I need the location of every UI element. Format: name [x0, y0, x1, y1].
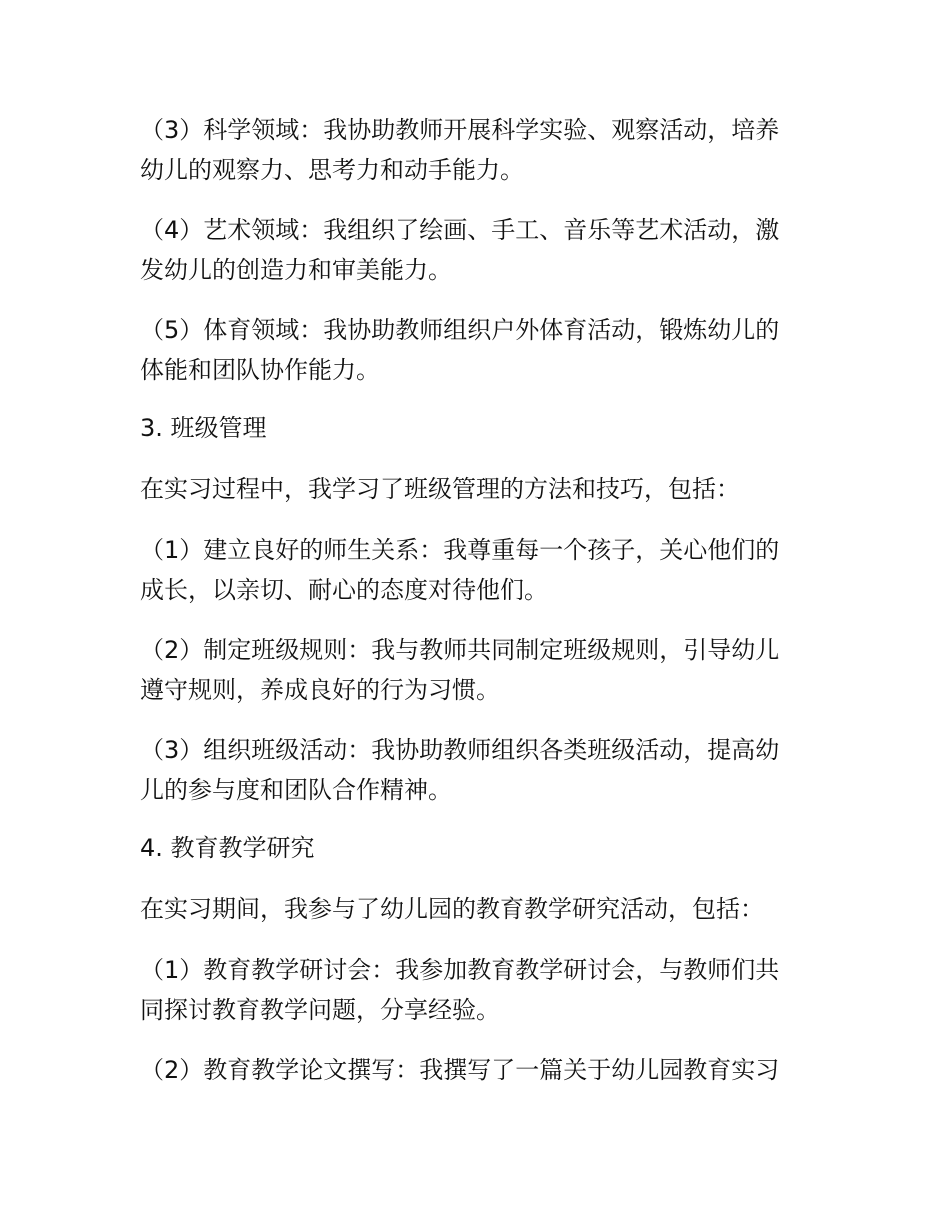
paragraph-research-intro	[140, 889, 810, 929]
text-line: （4）艺术领域：我组织了绘画、手工、音乐等艺术活动，激	[140, 216, 780, 244]
paragraph-class-activities	[140, 730, 810, 810]
text-line: 同探讨教育教学问题，分享经验。	[140, 996, 500, 1024]
text-line: 体能和团队协作能力。	[140, 356, 380, 384]
paragraph-teacher-student-relationship	[140, 530, 810, 610]
text-line: 儿的参与度和团队合作精神。	[140, 776, 452, 804]
text-line: （3）科学领域：我协助教师开展科学实验、观察活动，培养	[140, 116, 780, 144]
heading-text: 3. 班级管理	[140, 414, 267, 442]
paragraph-class-rules	[140, 630, 810, 710]
text-line: （2）教育教学论文撰写：我撰写了一篇关于幼儿园教育实习	[140, 1056, 780, 1084]
section-heading-research	[140, 828, 810, 868]
text-line: 在实习过程中，我学习了班级管理的方法和技巧，包括：	[140, 475, 740, 503]
paragraph-paper-writing	[140, 1050, 810, 1090]
text-line: 遵守规则，养成良好的行为习惯。	[140, 676, 500, 704]
text-line: （1）建立良好的师生关系：我尊重每一个孩子，关心他们的	[140, 536, 780, 564]
paragraph-seminar	[140, 950, 810, 1030]
text-line: 在实习期间，我参与了幼儿园的教育教学研究活动，包括：	[140, 895, 764, 923]
text-line: （2）制定班级规则：我与教师共同制定班级规则，引导幼儿	[140, 636, 780, 664]
text-line: 幼儿的观察力、思考力和动手能力。	[140, 156, 524, 184]
text-line: （3）组织班级活动：我协助教师组织各类班级活动，提高幼	[140, 736, 780, 764]
text-line: 发幼儿的创造力和审美能力。	[140, 256, 452, 284]
section-heading-class-management	[140, 408, 810, 448]
text-line: （1）教育教学研讨会：我参加教育教学研讨会，与教师们共	[140, 956, 780, 984]
text-line: 成长，以亲切、耐心的态度对待他们。	[140, 576, 548, 604]
paragraph-pe-domain	[140, 310, 810, 390]
paragraph-science-domain	[140, 110, 810, 190]
heading-text: 4. 教育教学研究	[140, 834, 315, 862]
paragraph-art-domain	[140, 210, 810, 290]
paragraph-class-management-intro	[140, 469, 810, 509]
text-line: （5）体育领域：我协助教师组织户外体育活动，锻炼幼儿的	[140, 316, 780, 344]
